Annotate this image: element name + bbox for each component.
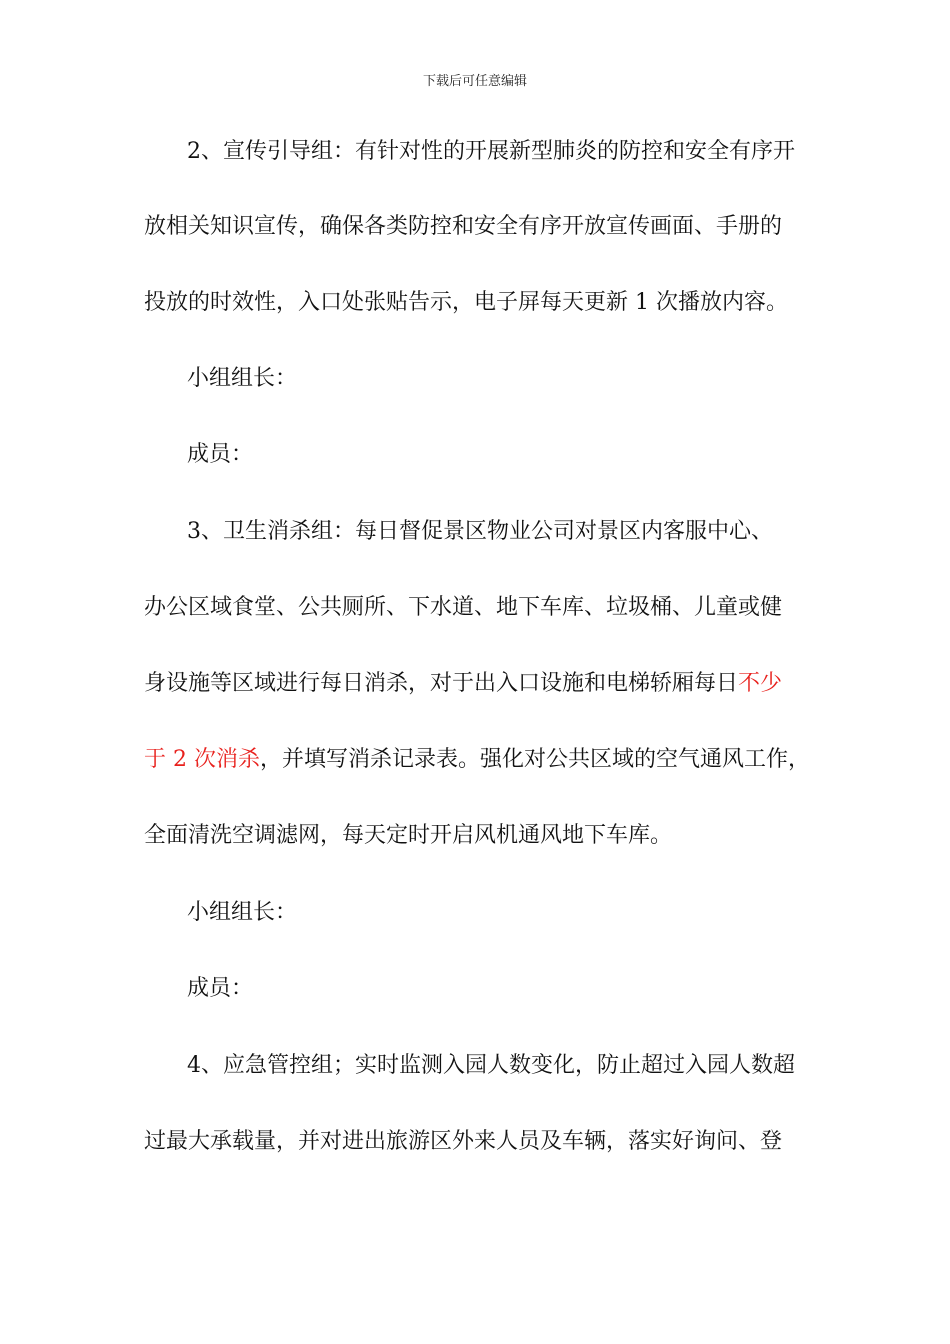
group-leader-label-2: 小组组长：	[187, 900, 298, 925]
paragraph-line-7: 办公区域食堂、公共厕所、下水道、地下车库、垃圾桶、儿童或健	[144, 595, 783, 620]
paragraph-line-2: 放相关知识宣传，确保各类防控和安全有序开放宣传画面、手册的	[144, 214, 783, 239]
paragraph-line-1: 2、宣传引导组：有针对性的开展新型肺炎的防控和安全有序开	[187, 139, 795, 164]
paragraph-line-6: 3、卫生消杀组：每日督促景区物业公司对景区内客服中心、	[187, 519, 773, 544]
paragraph-line-8	[0, 669, 950, 699]
paragraph-line-10: 全面清洗空调滤网，每天定时开启风机通风地下车库。	[144, 823, 673, 848]
paragraph-line-14: 过最大承载量，并对进出旅游区外来人员及车辆，落实好询问、登	[144, 1129, 783, 1154]
members-label-2: 成员：	[187, 976, 254, 1001]
line-8-text: 身设施等区域进行每日消杀，对于出入口设施和电梯轿厢每日	[144, 671, 739, 696]
highlighted-text: 于 2 次消杀	[144, 747, 260, 772]
paragraph-line-3: 投放的时效性，入口处张贴告示，电子屏每天更新 1 次播放内容。	[144, 290, 788, 315]
page-header: 下载后可任意编辑	[422, 74, 527, 89]
group-leader-label-1: 小组组长：	[187, 366, 298, 391]
members-label-1: 成员：	[187, 442, 254, 467]
paragraph-line-13: 4、应急管控组；实时监测入园人数变化，防止超过入园人数超	[187, 1053, 795, 1078]
highlighted-text: 不少	[738, 671, 783, 696]
line-9-text: ，并填写消杀记录表。强化对公共区域的空气通风工作，	[259, 747, 810, 772]
paragraph-line-9	[0, 745, 950, 775]
